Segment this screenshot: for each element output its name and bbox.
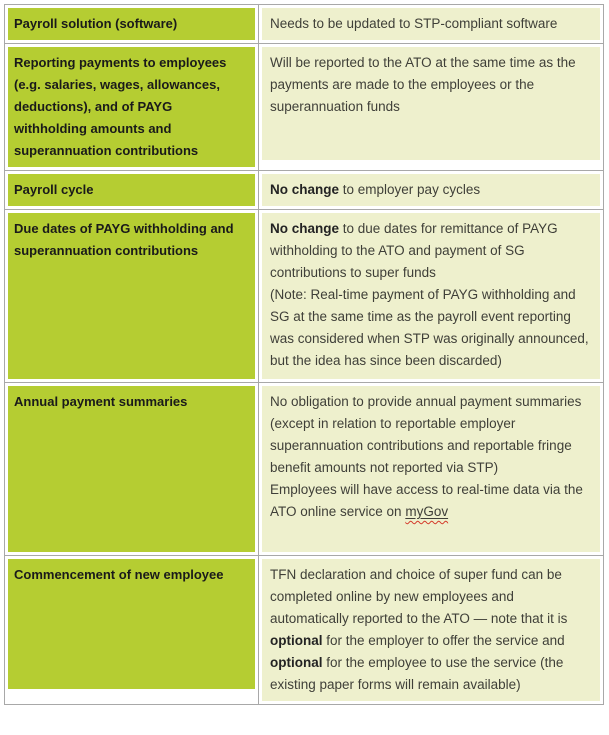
table-body [5, 5, 604, 705]
row-label-block [8, 8, 255, 40]
text-segment: to employer pay cycles [339, 182, 481, 197]
text-segment: optional [270, 633, 323, 648]
row-label: Payroll cycle [14, 182, 94, 197]
text-segment: Needs to be updated to STP-compliant software [270, 16, 558, 31]
row-value-cell [259, 556, 604, 705]
text-segment: No change [270, 182, 340, 197]
row-label-block [8, 213, 255, 379]
table-row [5, 5, 604, 44]
row-label-block [8, 559, 255, 689]
mygov-link[interactable] [405, 504, 448, 519]
text-segment: Will be reported to the ATO at the same time as the payments are made to the employees or the superannuation funds [270, 55, 576, 114]
row-value-block [262, 8, 600, 40]
row-label-block [8, 47, 255, 167]
row-value-cell [259, 383, 604, 556]
row-value-block [262, 213, 600, 379]
paragraph [270, 564, 590, 696]
row-value-cell [259, 44, 604, 171]
row-label-block [8, 174, 255, 206]
row-label-cell [5, 44, 259, 171]
mygov-link-text[interactable]: myGov [405, 504, 449, 519]
row-value-block [262, 386, 600, 552]
row-label-cell [5, 383, 259, 556]
row-label-cell [5, 556, 259, 705]
text-segment: No change [270, 221, 340, 236]
row-label-cell [5, 5, 259, 44]
row-label-cell [5, 171, 259, 210]
row-value-cell [259, 171, 604, 210]
text-segment: optional [270, 655, 323, 670]
table-row [5, 556, 604, 705]
text-segment: for the employee to use the service (the existing paper forms will remain available) [270, 655, 564, 692]
text-segment: to due dates for remittance of PAYG withholding to the ATO and payment of SG contributions to super funds [270, 221, 558, 280]
table-row [5, 44, 604, 171]
row-label: Annual payment summaries [14, 394, 188, 409]
row-value-block [262, 47, 600, 160]
table-row [5, 383, 604, 556]
row-label: Payroll solution (software) [14, 16, 178, 31]
row-label: Reporting payments to employees (e.g. salaries, wages, allowances, deductions), and of PAYG withholding amounts and superannuation contributions [14, 55, 227, 158]
table-row [5, 171, 604, 210]
row-label-block [8, 386, 255, 552]
text-segment: for the employer to offer the service and [322, 633, 565, 648]
text-segment: No obligation to provide annual payment summaries (except in relation to reportable employer superannuation contributions and reportable fringe benefit amounts not reported via STP) [270, 394, 582, 475]
text-segment: (Note: Real-time payment of PAYG withholding and SG at the same time as the payroll event reporting was considered when STP was originally announced, but the idea has since been discarded) [270, 287, 589, 368]
row-label: Due dates of PAYG withholding and superannuation contributions [14, 221, 234, 258]
paragraph [270, 479, 590, 523]
text-segment: TFN declaration and choice of super fund can be completed online by new employees and automatically reported to the ATO — note that it is [270, 567, 568, 626]
row-value-block [262, 174, 600, 206]
row-value-cell [259, 210, 604, 383]
row-value-cell [259, 5, 604, 44]
row-value-block [262, 559, 600, 701]
paragraph [270, 391, 590, 479]
paragraph [270, 218, 590, 284]
row-label-cell [5, 210, 259, 383]
paragraph [270, 284, 590, 372]
row-label: Commencement of new employee [14, 567, 224, 582]
text-segment: Employees will have access to real-time data via the ATO online service on [270, 482, 583, 519]
stp-changes-table [4, 4, 604, 705]
paragraph [270, 179, 590, 201]
table-row [5, 210, 604, 383]
paragraph [270, 13, 590, 35]
paragraph [270, 52, 590, 118]
